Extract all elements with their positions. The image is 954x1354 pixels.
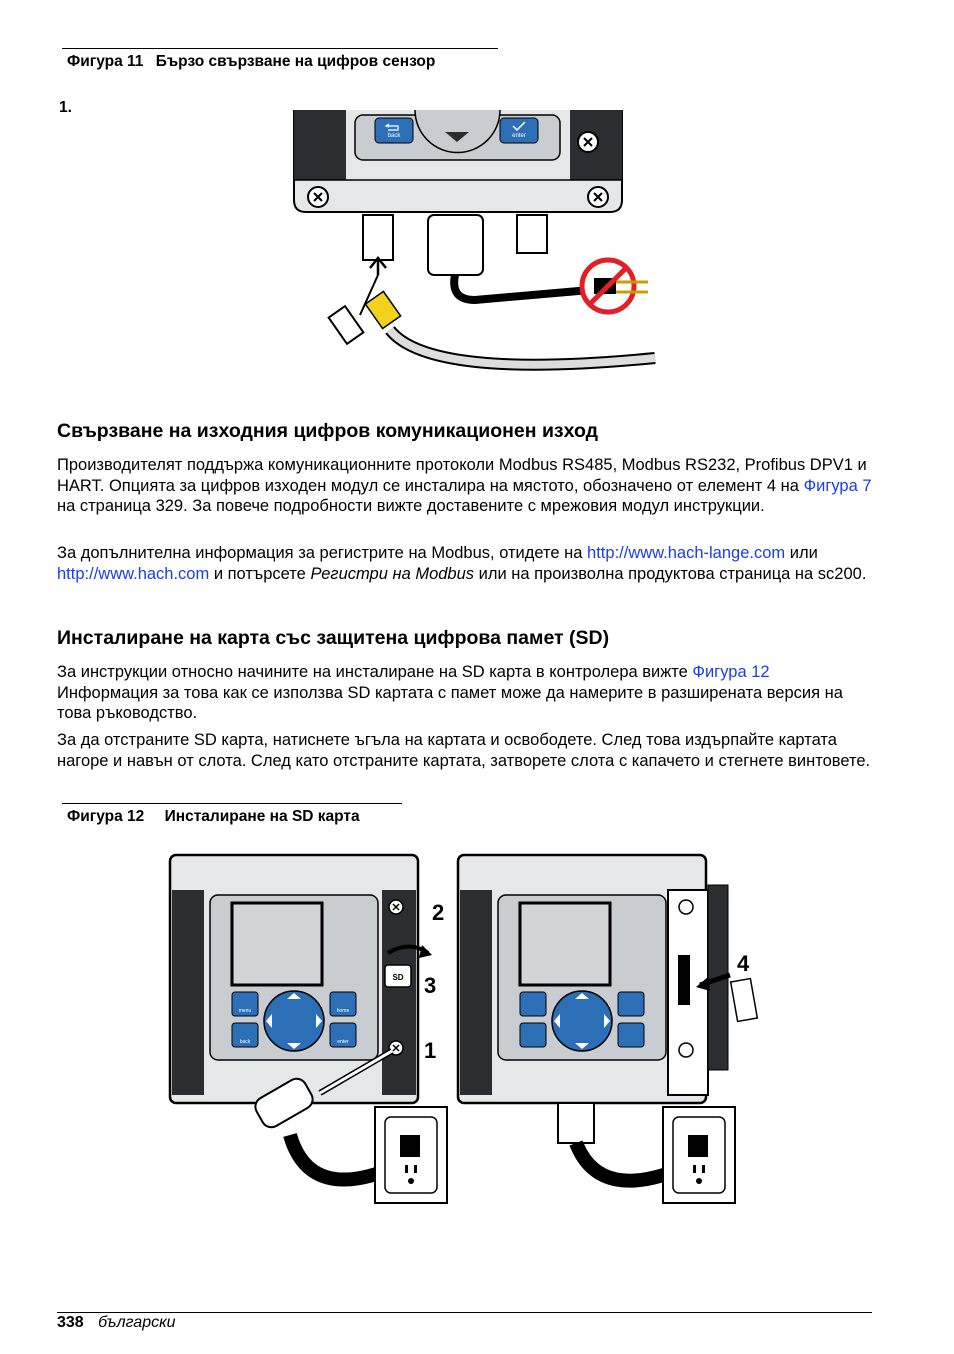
figure11-illustration	[260, 100, 760, 395]
sd-card	[731, 979, 758, 1022]
figure11-step-label: 1.	[59, 99, 72, 116]
screw-icon	[679, 1043, 693, 1057]
protective-cap	[329, 306, 364, 344]
link-figure7[interactable]: Фигура 7	[803, 476, 872, 495]
callout-1: 1	[424, 1038, 437, 1063]
section1-p2-emphasis: Регистри на Modbus	[310, 564, 475, 583]
section1-p1-text-a: Производителят поддържа комуникационните протоколи Modbus RS485, Modbus RS232, Profibus DPV1 и HART. Опцията за цифров изходен модул се инсталира на мястото, обозначено от елемент 4 на	[57, 456, 867, 495]
power-gland	[428, 215, 483, 275]
section1-p2-text-c: и потърсете	[209, 564, 311, 583]
spare-gland	[517, 215, 547, 253]
figure12-caption-text: Инсталиране на SD карта	[164, 808, 360, 825]
no-power-sign-icon	[582, 260, 648, 312]
callout-3: 3	[424, 973, 437, 998]
page-footer	[57, 1314, 176, 1332]
link-figure12[interactable]: Фигура 12	[692, 663, 770, 681]
figure12-rule	[62, 803, 402, 804]
section2-p1-text-a: За инструкции относно начините на инсталиране на SD карта в контролера вижте	[57, 663, 693, 681]
enter-key-label: enter	[512, 133, 526, 139]
home-key-label: home	[336, 1008, 350, 1014]
right-side-panel	[382, 890, 416, 1095]
figure11-rule	[62, 48, 498, 49]
callout-4: 4	[737, 951, 750, 976]
screw-icon	[308, 187, 328, 207]
controller-right	[458, 855, 757, 1203]
enter-key	[500, 118, 538, 143]
section-heading-sd-card: Инсталиране на карта със защитена цифрова памет (SD)	[57, 627, 610, 649]
link-hach[interactable]: http://www.hach.com	[57, 564, 210, 583]
footer-language: български	[98, 1314, 176, 1331]
section1-paragraph-1	[57, 455, 872, 517]
sd-label: SD	[392, 973, 404, 982]
back-key-label: back	[239, 1039, 251, 1045]
power-outlet-left	[375, 1107, 447, 1203]
figure11-caption-text: Бързо свързване на цифров сензор	[155, 53, 436, 70]
section1-p2-text-a: За допълнителна информация за регистрите на Modbus, отидете на	[57, 544, 588, 562]
section1-p1-text-b: на страница 329. За повече подробности вижте доставените с мрежовия модул инструкции.	[57, 497, 765, 515]
nav-pad	[264, 991, 324, 1051]
power-cable	[454, 275, 590, 300]
footer-rule	[57, 1312, 872, 1313]
section-heading-digital-output: Свързване на изходния цифров комуникационен изход	[57, 420, 599, 442]
display-screen	[232, 903, 322, 985]
section2-paragraph-2: За да отстраните SD карта, натиснете ъгъла на картата и освободете. След това издърпайте картата нагоре и навън от слота. След като отстраните картата, затворете слота с капачето и стегнете винтовете.	[57, 731, 871, 770]
back-key-label: back	[387, 133, 401, 139]
callout-2: 2	[432, 900, 445, 925]
figure11-caption	[67, 53, 435, 71]
section1-p2-text-b: или	[785, 544, 818, 562]
figure12-caption	[67, 808, 360, 826]
section2-paragraph-1	[57, 662, 872, 724]
figure12-illustration	[160, 845, 780, 1210]
left-side-panel	[172, 890, 204, 1095]
screw-icon	[389, 900, 403, 914]
page-number: 338	[57, 1314, 84, 1331]
yellow-connector	[365, 291, 400, 328]
enter-key-label: enter	[337, 1039, 349, 1045]
sd-slot	[678, 955, 690, 1005]
sensor-gland	[363, 215, 393, 260]
screw-icon	[578, 132, 598, 152]
menu-key-label: menu	[238, 1008, 252, 1014]
section1-paragraph-2	[57, 543, 872, 584]
figure11-caption-number: Фигура 11	[67, 53, 144, 70]
screw-icon	[679, 900, 693, 914]
figure12-caption-number: Фигура 12	[67, 808, 145, 825]
section2-p1-text-b: Информация за това как се използва SD картата с памет може да намерите в разширената версия на това ръководство.	[57, 683, 843, 722]
display-screen	[520, 903, 610, 985]
screw-icon	[588, 187, 608, 207]
power-outlet-right	[663, 1107, 735, 1203]
controller-left	[170, 855, 447, 1203]
link-hach-lange[interactable]: http://www.hach-lange.com	[587, 544, 786, 562]
section1-p2-text-d: или на произволна продуктова страница на sc200.	[474, 564, 867, 583]
controller-dark-panel-left	[294, 110, 346, 180]
